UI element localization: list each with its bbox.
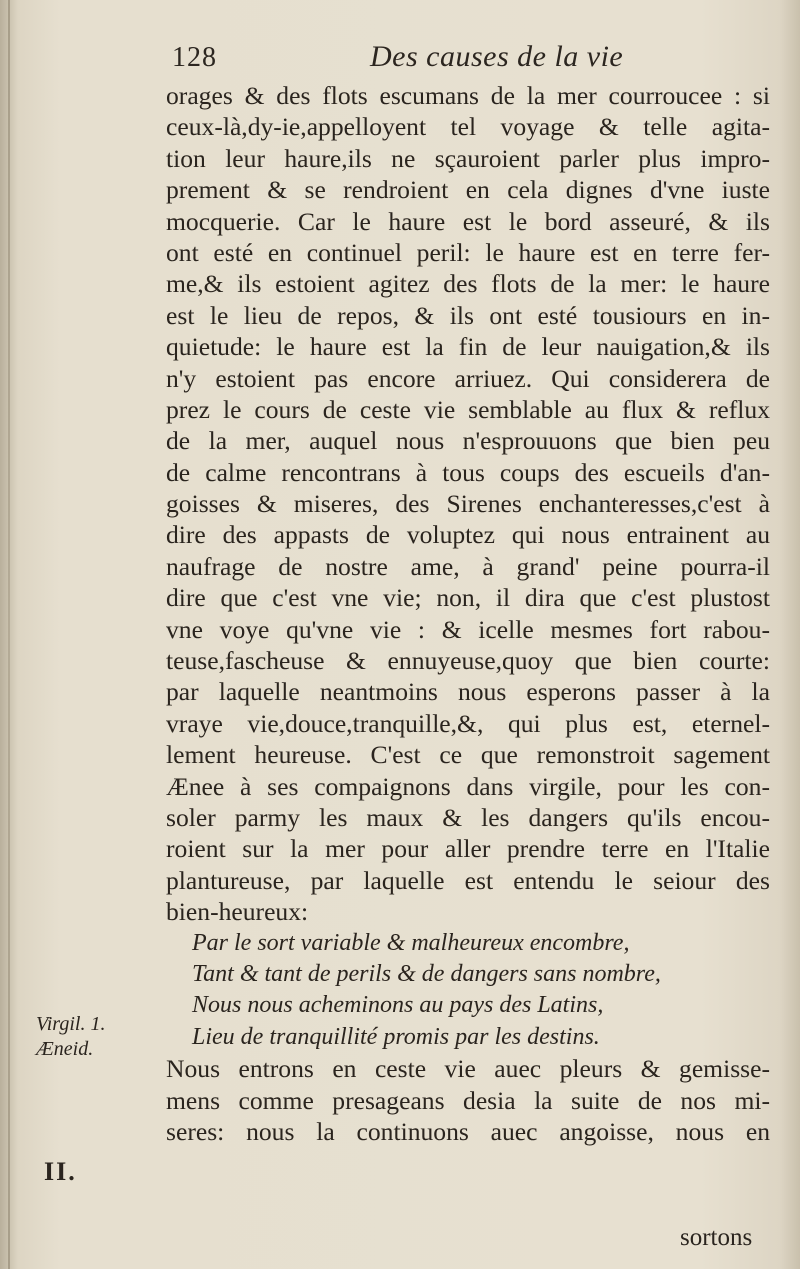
binding-gutter (8, 0, 10, 1269)
text-line: goisses & miseres, des Sirenes enchanteresses,c'est à (166, 489, 770, 519)
text-line: est le lieu de repos, & ils ont esté tousiours en in- (166, 300, 770, 330)
text-line: n'y estoient pas encore arriuez. Qui considerera de (166, 363, 770, 393)
text-line: ont esté en continuel peril: le haure est en terre fer- (166, 237, 770, 267)
margin-citation (36, 1012, 146, 1062)
verse-line: Nous nous acheminons au pays des Latins, (192, 992, 604, 1019)
verse-line: Tant & tant de perils & de dangers sans nombre, (192, 960, 661, 987)
text-line: Ænee à ses compaignons dans virgile, pour les con- (166, 771, 770, 801)
text-line: quietude: le haure est la fin de leur nauigation,& ils (166, 332, 770, 362)
verse-line: Lieu de tranquillité promis par les destins. (192, 1023, 600, 1050)
margin-citation-line: Virgil. 1. (36, 1013, 106, 1035)
text-line: dire des appasts de voluptez qui nous entrainent au (166, 520, 770, 550)
verse-line: Par le sort variable & malheureux encombre, (192, 929, 630, 956)
text-line: vraye vie,douce,tranquille,&, qui plus est, eternel- (166, 708, 770, 738)
text-line: vne voye qu'vne vie : & icelle mesmes fort rabou- (166, 614, 770, 644)
text-line: dire que c'est vne vie; non, il dira que c'est plustost (166, 583, 770, 613)
page-header (160, 38, 780, 80)
text-line: de la mer, auquel nous n'esprouuons que bien peu (166, 426, 770, 456)
text-line: seres: nous la continuons auec angoisse, nous en (166, 1116, 770, 1146)
text-line: de calme rencontrans à tous coups des escueils d'an- (166, 457, 770, 487)
main-text-block (166, 80, 770, 1147)
text-line: ceux-là,dy-ie,appelloyent tel voyage & telle agita- (166, 112, 770, 142)
margin-section-number: II. (44, 1157, 77, 1186)
text-line: teuse,fascheuse & ennuyeuse,quoy que bien courte: (166, 646, 770, 676)
text-line: prement & se rendroient en cela dignes d'vne iuste (166, 175, 770, 205)
text-line: naufrage de nostre ame, à grand' peine pourra-il (166, 551, 770, 581)
catchword: sortons (680, 1224, 753, 1251)
text-line: prez le cours de ceste vie semblable au flux & reflux (166, 394, 770, 424)
text-line: roient sur la mer pour aller prendre terre en l'Italie (166, 834, 770, 864)
margin-citation-line: Æneid. (36, 1038, 94, 1060)
running-title: Des causes de la vie (370, 40, 624, 73)
text-line: Nous entrons en ceste vie auec pleurs & gemisse- (166, 1054, 770, 1084)
text-line: tion leur haure,ils ne sçauroient parler plus impro- (166, 143, 770, 173)
text-line: orages & des flots escumans de la mer courroucee : si (166, 81, 770, 110)
text-line: bien-heureux: (166, 897, 309, 927)
text-line: mocquerie. Car le haure est le bord asseuré, & ils (166, 206, 770, 236)
text-line: me,& ils estoient agitez des flots de la mer: le haure (166, 269, 770, 299)
text-line: soler parmy les maux & les dangers qu'ils encou- (166, 802, 770, 832)
page-number: 128 (172, 42, 217, 73)
text-line: plantureuse, par laquelle est entendu le seiour des (166, 865, 770, 895)
text-line: mens comme presageans desia la suite de nos mi- (166, 1085, 770, 1115)
text-line: lement heureuse. C'est ce que remonstroit sagement (166, 740, 770, 770)
text-line: par laquelle neantmoins nous esperons passer à la (166, 677, 770, 707)
